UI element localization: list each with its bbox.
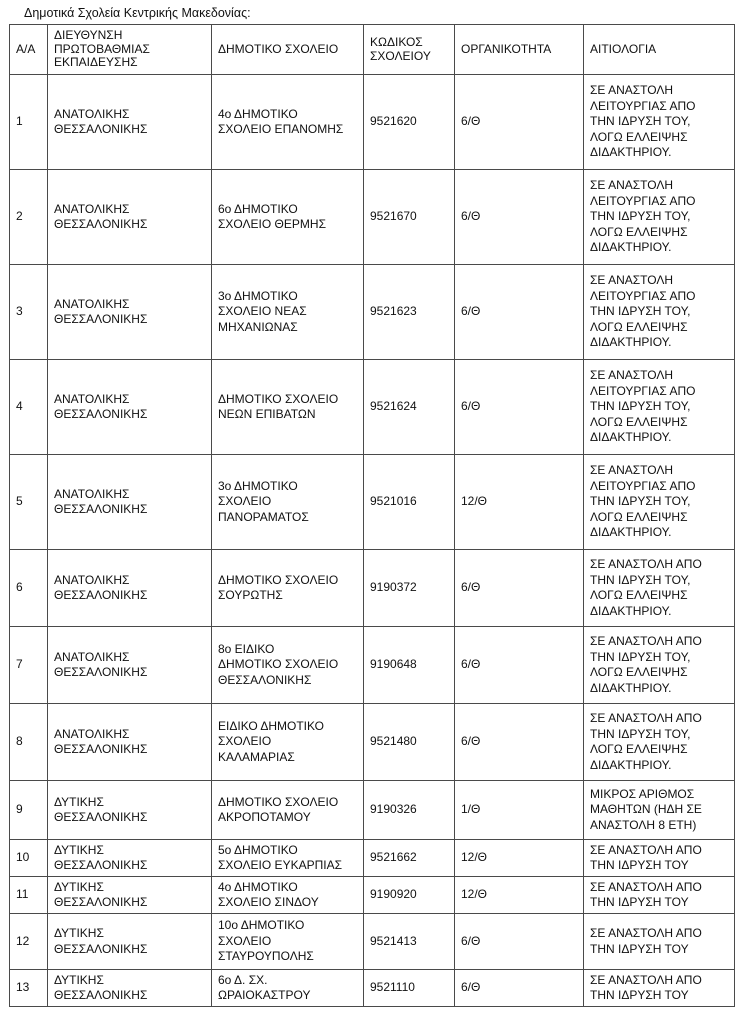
table-row (10, 914, 735, 970)
cell-school: 8ο ΕΙΔΙΚΟ ΔΗΜΟΤΙΚΟ ΣΧΟΛΕΙΟ ΘΕΣΣΑΛΟΝΙΚΗΣ (212, 627, 364, 704)
cell-organic: 12/Θ (455, 877, 584, 914)
cell-school: 6ο ΔΗΜΟΤΙΚΟ ΣΧΟΛΕΙΟ ΘΕΡΜΗΣ (212, 170, 364, 265)
cell-code: 9521413 (364, 914, 455, 970)
cell-directorate: ΔΥΤΙΚΗΣ ΘΕΣΣΑΛΟΝΙΚΗΣ (48, 781, 212, 840)
cell-school: ΔΗΜΟΤΙΚΟ ΣΧΟΛΕΙΟ ΑΚΡΟΠΟΤΑΜΟΥ (212, 781, 364, 840)
cell-organic: 1/Θ (455, 781, 584, 840)
cell-school: ΔΗΜΟΤΙΚΟ ΣΧΟΛΕΙΟ ΝΕΩΝ ΕΠΙΒΑΤΩΝ (212, 360, 364, 455)
cell-school: 3ο ΔΗΜΟΤΙΚΟ ΣΧΟΛΕΙΟ ΝΕΑΣ ΜΗΧΑΝΙΩΝΑΣ (212, 265, 364, 360)
cell-reason: ΣΕ ΑΝΑΣΤΟΛΗ ΑΠΟ ΤΗΝ ΙΔΡΥΣΗ ΤΟΥ, ΛΟΓΩ ΕΛΛΕΙΨΗΣ ΔΙΔΑΚΤΗΡΙΟΥ. (584, 627, 735, 704)
document-caption: Δημοτικά Σχολεία Κεντρικής Μακεδονίας: (24, 6, 251, 20)
cell-aa: 5 (10, 455, 48, 550)
cell-reason: ΣΕ ΑΝΑΣΤΟΛΗ ΑΠΟ ΤΗΝ ΙΔΡΥΣΗ ΤΟΥ (584, 840, 735, 877)
cell-school: ΔΗΜΟΤΙΚΟ ΣΧΟΛΕΙΟ ΣΟΥΡΩΤΗΣ (212, 550, 364, 627)
cell-organic: 6/Θ (455, 914, 584, 970)
cell-reason: ΣΕ ΑΝΑΣΤΟΛΗ ΑΠΟ ΤΗΝ ΙΔΡΥΣΗ ΤΟΥ (584, 970, 735, 1007)
cell-directorate: ΑΝΑΤΟΛΙΚΗΣ ΘΕΣΣΑΛΟΝΙΚΗΣ (48, 360, 212, 455)
cell-school: 4ο ΔΗΜΟΤΙΚΟ ΣΧΟΛΕΙΟ ΕΠΑΝΟΜΗΣ (212, 75, 364, 170)
cell-aa: 12 (10, 914, 48, 970)
cell-code: 9521620 (364, 75, 455, 170)
table-row (10, 970, 735, 1007)
cell-organic: 6/Θ (455, 970, 584, 1007)
schools-table (9, 24, 735, 1007)
cell-code: 9190326 (364, 781, 455, 840)
header-directorate: ΔΙΕΥΘΥΝΣΗ ΠΡΩΤΟΒΑΘΜΙΑΣ ΕΚΠΑΙΔΕΥΣΗΣ (48, 25, 212, 75)
table-header-row (10, 25, 735, 75)
cell-directorate: ΑΝΑΤΟΛΙΚΗΣ ΘΕΣΣΑΛΟΝΙΚΗΣ (48, 265, 212, 360)
cell-reason: ΣΕ ΑΝΑΣΤΟΛΗ ΑΠΟ ΤΗΝ ΙΔΡΥΣΗ ΤΟΥ, ΛΟΓΩ ΕΛΛΕΙΨΗΣ ΔΙΔΑΚΤΗΡΙΟΥ. (584, 704, 735, 781)
table-row (10, 877, 735, 914)
cell-school: 5ο ΔΗΜΟΤΙΚΟ ΣΧΟΛΕΙΟ ΕΥΚΑΡΠΙΑΣ (212, 840, 364, 877)
table-row (10, 170, 735, 265)
cell-organic: 6/Θ (455, 75, 584, 170)
cell-aa: 10 (10, 840, 48, 877)
cell-organic: 6/Θ (455, 265, 584, 360)
cell-code: 9190920 (364, 877, 455, 914)
cell-code: 9190372 (364, 550, 455, 627)
cell-reason: ΣΕ ΑΝΑΣΤΟΛΗ ΛΕΙΤΟΥΡΓΙΑΣ ΑΠΟ ΤΗΝ ΙΔΡΥΣΗ ΤΟΥ, ΛΟΓΩ ΕΛΛΕΙΨΗΣ ΔΙΔΑΚΤΗΡΙΟΥ. (584, 360, 735, 455)
cell-aa: 13 (10, 970, 48, 1007)
cell-directorate: ΑΝΑΤΟΛΙΚΗΣ ΘΕΣΣΑΛΟΝΙΚΗΣ (48, 170, 212, 265)
cell-code: 9521662 (364, 840, 455, 877)
cell-reason: ΣΕ ΑΝΑΣΤΟΛΗ ΛΕΙΤΟΥΡΓΙΑΣ ΑΠΟ ΤΗΝ ΙΔΡΥΣΗ ΤΟΥ, ΛΟΓΩ ΕΛΛΕΙΨΗΣ ΔΙΔΑΚΤΗΡΙΟΥ. (584, 75, 735, 170)
cell-aa: 9 (10, 781, 48, 840)
table-row (10, 704, 735, 781)
cell-directorate: ΑΝΑΤΟΛΙΚΗΣ ΘΕΣΣΑΛΟΝΙΚΗΣ (48, 627, 212, 704)
cell-aa: 6 (10, 550, 48, 627)
cell-reason: ΣΕ ΑΝΑΣΤΟΛΗ ΑΠΟ ΤΗΝ ΙΔΡΥΣΗ ΤΟΥ, ΛΟΓΩ ΕΛΛΕΙΨΗΣ ΔΙΔΑΚΤΗΡΙΟΥ. (584, 550, 735, 627)
cell-code: 9521670 (364, 170, 455, 265)
table-row (10, 265, 735, 360)
cell-reason: ΣΕ ΑΝΑΣΤΟΛΗ ΑΠΟ ΤΗΝ ΙΔΡΥΣΗ ΤΟΥ (584, 914, 735, 970)
cell-reason: ΣΕ ΑΝΑΣΤΟΛΗ ΛΕΙΤΟΥΡΓΙΑΣ ΑΠΟ ΤΗΝ ΙΔΡΥΣΗ ΤΟΥ, ΛΟΓΩ ΕΛΛΕΙΨΗΣ ΔΙΔΑΚΤΗΡΙΟΥ. (584, 265, 735, 360)
cell-reason: ΣΕ ΑΝΑΣΤΟΛΗ ΛΕΙΤΟΥΡΓΙΑΣ ΑΠΟ ΤΗΝ ΙΔΡΥΣΗ ΤΟΥ, ΛΟΓΩ ΕΛΛΕΙΨΗΣ ΔΙΔΑΚΤΗΡΙΟΥ. (584, 170, 735, 265)
cell-organic: 12/Θ (455, 455, 584, 550)
header-reason: ΑΙΤΙΟΛΟΓΙΑ (584, 25, 735, 75)
cell-code: 9190648 (364, 627, 455, 704)
header-school: ΔΗΜΟΤΙΚΟ ΣΧΟΛΕΙΟ (212, 25, 364, 75)
cell-organic: 6/Θ (455, 360, 584, 455)
cell-school: 4ο ΔΗΜΟΤΙΚΟ ΣΧΟΛΕΙΟ ΣΙΝΔΟΥ (212, 877, 364, 914)
cell-directorate: ΔΥΤΙΚΗΣ ΘΕΣΣΑΛΟΝΙΚΗΣ (48, 914, 212, 970)
table-row (10, 781, 735, 840)
cell-organic: 12/Θ (455, 840, 584, 877)
table-row (10, 627, 735, 704)
cell-school: 10ο ΔΗΜΟΤΙΚΟ ΣΧΟΛΕΙΟ ΣΤΑΥΡΟΥΠΟΛΗΣ (212, 914, 364, 970)
cell-directorate: ΑΝΑΤΟΛΙΚΗΣ ΘΕΣΣΑΛΟΝΙΚΗΣ (48, 704, 212, 781)
table-row (10, 360, 735, 455)
cell-directorate: ΔΥΤΙΚΗΣ ΘΕΣΣΑΛΟΝΙΚΗΣ (48, 877, 212, 914)
cell-directorate: ΑΝΑΤΟΛΙΚΗΣ ΘΕΣΣΑΛΟΝΙΚΗΣ (48, 75, 212, 170)
cell-aa: 7 (10, 627, 48, 704)
table-row (10, 840, 735, 877)
cell-reason: ΣΕ ΑΝΑΣΤΟΛΗ ΑΠΟ ΤΗΝ ΙΔΡΥΣΗ ΤΟΥ (584, 877, 735, 914)
cell-aa: 3 (10, 265, 48, 360)
cell-code: 9521624 (364, 360, 455, 455)
cell-directorate: ΔΥΤΙΚΗΣ ΘΕΣΣΑΛΟΝΙΚΗΣ (48, 970, 212, 1007)
cell-school: 3ο ΔΗΜΟΤΙΚΟ ΣΧΟΛΕΙΟ ΠΑΝΟΡΑΜΑΤΟΣ (212, 455, 364, 550)
cell-aa: 4 (10, 360, 48, 455)
cell-code: 9521480 (364, 704, 455, 781)
cell-directorate: ΑΝΑΤΟΛΙΚΗΣ ΘΕΣΣΑΛΟΝΙΚΗΣ (48, 455, 212, 550)
cell-directorate: ΔΥΤΙΚΗΣ ΘΕΣΣΑΛΟΝΙΚΗΣ (48, 840, 212, 877)
cell-organic: 6/Θ (455, 627, 584, 704)
cell-organic: 6/Θ (455, 170, 584, 265)
cell-aa: 11 (10, 877, 48, 914)
cell-organic: 6/Θ (455, 550, 584, 627)
cell-reason: ΣΕ ΑΝΑΣΤΟΛΗ ΛΕΙΤΟΥΡΓΙΑΣ ΑΠΟ ΤΗΝ ΙΔΡΥΣΗ ΤΟΥ, ΛΟΓΩ ΕΛΛΕΙΨΗΣ ΔΙΔΑΚΤΗΡΙΟΥ. (584, 455, 735, 550)
cell-code: 9521016 (364, 455, 455, 550)
header-code: ΚΩΔΙΚΟΣ ΣΧΟΛΕΙΟΥ (364, 25, 455, 75)
cell-organic: 6/Θ (455, 704, 584, 781)
table-row (10, 455, 735, 550)
table-row (10, 550, 735, 627)
cell-code: 9521110 (364, 970, 455, 1007)
header-organic: ΟΡΓΑΝΙΚΟΤΗΤΑ (455, 25, 584, 75)
table-row (10, 75, 735, 170)
header-aa: Α/Α (10, 25, 48, 75)
cell-aa: 1 (10, 75, 48, 170)
cell-reason: ΜΙΚΡΟΣ ΑΡΙΘΜΟΣ ΜΑΘΗΤΩΝ (ΗΔΗ ΣΕ ΑΝΑΣΤΟΛΗ 8 ΕΤΗ) (584, 781, 735, 840)
cell-school: 6ο Δ. ΣΧ. ΩΡΑΙΟΚΑΣΤΡΟΥ (212, 970, 364, 1007)
cell-aa: 2 (10, 170, 48, 265)
cell-school: ΕΙΔΙΚΟ ΔΗΜΟΤΙΚΟ ΣΧΟΛΕΙΟ ΚΑΛΑΜΑΡΙΑΣ (212, 704, 364, 781)
cell-aa: 8 (10, 704, 48, 781)
cell-code: 9521623 (364, 265, 455, 360)
cell-directorate: ΑΝΑΤΟΛΙΚΗΣ ΘΕΣΣΑΛΟΝΙΚΗΣ (48, 550, 212, 627)
